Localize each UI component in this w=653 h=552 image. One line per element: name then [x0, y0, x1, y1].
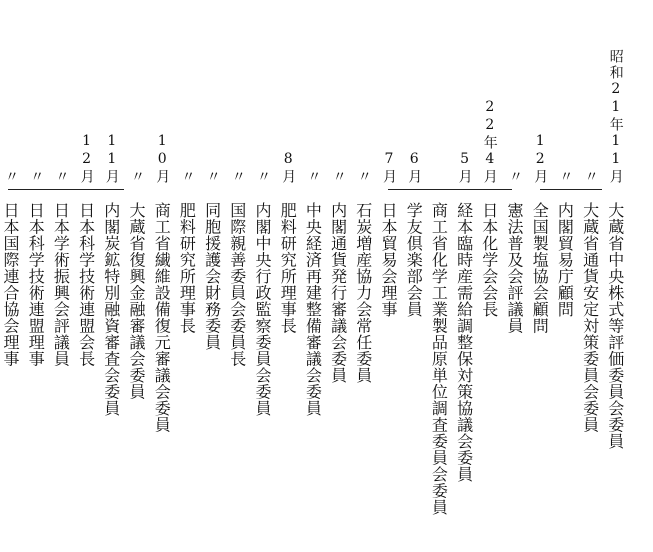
entry-position-text: 内閣炭鉱特別融資審査会委員: [101, 202, 121, 417]
entry-position-text: 内閣中央行政監察委員会委員: [253, 202, 272, 417]
entry-position-text: 商工省繊維設備復元審議会委員: [152, 202, 172, 433]
entry-date: [527, 0, 552, 185]
entry-date-text: 12月: [532, 133, 549, 185]
entry-date-text: 〃: [53, 169, 70, 185]
entry-date: [300, 0, 325, 185]
history-entry: [603, 0, 628, 552]
history-entry: [200, 0, 225, 552]
entry-position-text: 日本国際連合協会理事: [1, 202, 20, 367]
entry-date-text: 〃: [204, 169, 221, 185]
entry-position-text: 大蔵省通貨安定対策委員会委員: [580, 202, 600, 433]
entry-position-text: 石炭増産協力会常任委員: [353, 202, 373, 384]
entry-date: [452, 0, 477, 185]
entry-date-text: 12月: [78, 133, 95, 185]
history-entry: [0, 0, 23, 552]
entry-date-text: 〃: [179, 169, 196, 185]
history-entry: [376, 0, 401, 552]
entry-date-text: 〃: [28, 169, 45, 185]
entry-date: [401, 0, 426, 185]
entry-date-text: 22年4月: [481, 99, 498, 185]
entry-position-text: 内閣貿易庁顧問: [555, 202, 575, 318]
entry-date-text: 〃: [305, 169, 322, 185]
entry-date-text: 〃: [330, 169, 347, 185]
entry-date: [275, 0, 300, 185]
entry-date: [74, 0, 99, 185]
entry-position-text: 肥料研究所理事長: [278, 202, 298, 334]
entry-date: [225, 0, 250, 185]
entry-date-text: 11月: [103, 133, 120, 185]
entry-date-text: 昭和21年11月: [607, 49, 624, 185]
history-entry: [48, 0, 73, 552]
history-entry: [174, 0, 199, 552]
entry-position-text: 憲法普及会評議員: [505, 202, 524, 334]
history-entry: [351, 0, 376, 552]
history-entry: [326, 0, 351, 552]
entry-date-text: 8月: [280, 151, 297, 185]
entry-date-text: 〃: [3, 169, 19, 185]
history-entry: [149, 0, 174, 552]
entry-date: [48, 0, 73, 185]
entry-position-text: 日本学術振興会評議員: [51, 202, 71, 367]
entry-position-text: 日本貿易会理事: [379, 202, 398, 318]
history-entry: [502, 0, 527, 552]
history-entry: [250, 0, 275, 552]
history-entry: [426, 0, 451, 552]
entry-position-text: 日本科学技術連盟理事: [26, 202, 46, 367]
history-entry: [552, 0, 577, 552]
entry-position-text: 大蔵省復興金融審議会委員: [127, 202, 146, 400]
history-entry: [401, 0, 426, 552]
history-entry: [99, 0, 124, 552]
entry-date: [603, 0, 628, 185]
entry-date: [376, 0, 401, 185]
entry-date-text: 〃: [255, 169, 271, 185]
entry-date: [0, 0, 23, 185]
entry-date: [552, 0, 577, 185]
history-entry: [23, 0, 48, 552]
entry-position-text: 国際親善委員会委員長: [227, 202, 247, 367]
history-entry: [74, 0, 99, 552]
entry-position-text: 学友倶楽部会員: [404, 202, 424, 318]
entry-date-text: 〃: [129, 169, 145, 185]
entry-position-text: 経本臨時産需給調整保対策協議会委員: [454, 202, 474, 483]
entry-date: [200, 0, 225, 185]
history-entry: [527, 0, 552, 552]
entry-date: [23, 0, 48, 185]
history-entry: [300, 0, 325, 552]
entry-date-text: 〃: [355, 169, 372, 185]
entry-date: [99, 0, 124, 185]
entry-date-text: 〃: [507, 169, 523, 185]
entry-date: [149, 0, 174, 185]
entry-date-text: 〃: [557, 169, 574, 185]
entry-date: [351, 0, 376, 185]
entry-position-text: 内閣通貨発行審議会委員: [328, 202, 348, 384]
entry-position-text: 商工省化学工業製品原単位調査委員会委員: [429, 202, 449, 516]
entry-date-text: 〃: [229, 169, 246, 185]
entry-date-text: 5月: [456, 151, 473, 185]
entry-position-text: 日本科学技術連盟会長: [76, 202, 96, 367]
history-entry: [225, 0, 250, 552]
entry-date: [502, 0, 527, 185]
entry-date: [326, 0, 351, 185]
entry-date-text: 6月: [406, 151, 423, 185]
entry-position-text: 中央経済再建整備審議会委員: [303, 202, 323, 417]
entry-date: [477, 0, 502, 185]
entry-date: [174, 0, 199, 185]
history-entry: [124, 0, 149, 552]
entry-date: [426, 0, 451, 185]
entry-date: [578, 0, 603, 185]
history-entry: [452, 0, 477, 552]
entry-position-text: 全国製塩協会顧問: [530, 202, 550, 334]
entry-date-text: 10月: [154, 133, 171, 185]
entry-position-text: 大蔵省中央株式等評価委員会委員: [605, 202, 625, 450]
entry-date: [124, 0, 149, 185]
entry-date-text: 〃: [582, 169, 599, 185]
entry-position-text: 肥料研究所理事長: [177, 202, 197, 334]
history-entry: [275, 0, 300, 552]
history-entry: [477, 0, 502, 552]
entry-date: [250, 0, 275, 185]
history-entry: [578, 0, 603, 552]
entry-position-text: 日本化学会会長: [479, 202, 499, 318]
entry-date-text: 7月: [381, 151, 397, 185]
entry-position-text: 同胞援護会財務委員: [202, 202, 222, 351]
